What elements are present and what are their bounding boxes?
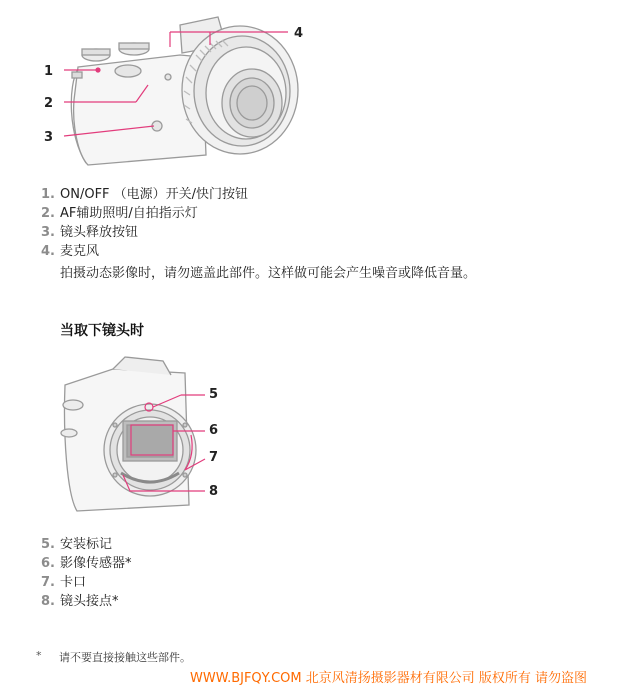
callout-8: 8 bbox=[209, 484, 219, 499]
list-item: 5. 安装标记 bbox=[41, 537, 113, 552]
list-item-text: 安装标记 bbox=[60, 537, 113, 552]
list-item: 4. 麦克风 bbox=[41, 244, 100, 259]
callout-6: 6 bbox=[209, 423, 219, 438]
list-item-text: AF辅助照明/自拍指示灯 bbox=[60, 206, 198, 221]
camera-mount-illustration bbox=[55, 355, 235, 515]
callout-7: 7 bbox=[209, 450, 219, 465]
list-item: 3. 镜头释放按钮 bbox=[41, 225, 139, 240]
callout-5: 5 bbox=[209, 387, 219, 402]
footnote-mark: * bbox=[36, 649, 42, 662]
parts-list-front bbox=[41, 185, 248, 261]
list-item: 7. 卡口 bbox=[41, 575, 87, 590]
callout-3: 3 bbox=[44, 130, 54, 145]
parts-list-mount bbox=[41, 535, 132, 611]
list-item-text: 镜头释放按钮 bbox=[60, 225, 139, 240]
section-heading: 当取下镜头时 bbox=[60, 323, 144, 339]
callout-4: 4 bbox=[294, 26, 304, 41]
callout-2: 2 bbox=[44, 96, 54, 111]
watermark: WWW.BJFQY.COM 北京风清扬摄影器材有限公司 版权所有 请勿盗图 bbox=[190, 671, 588, 686]
list-item-text: ON/OFF （电源）开关/快门按钮 bbox=[60, 187, 249, 202]
list-item: 1. ON/OFF （电源）开关/快门按钮 bbox=[41, 187, 249, 202]
camera-front-illustration bbox=[30, 5, 320, 175]
list-item-text: 镜头接点* bbox=[60, 594, 119, 609]
list-item: 8. 镜头接点* bbox=[41, 594, 119, 609]
list-item-text: 麦克风 bbox=[60, 244, 100, 259]
footnote-text: 请不要直接接触这些部件。 bbox=[59, 651, 191, 664]
list-item-text: 卡口 bbox=[60, 575, 87, 590]
list-item-text: 影像传感器* bbox=[60, 556, 132, 571]
list-item: 2. AF辅助照明/自拍指示灯 bbox=[41, 206, 198, 221]
callout-1: 1 bbox=[44, 64, 54, 79]
microphone-note: 拍摄动态影像时，请勿遮盖此部件。这样做可能会产生噪音或降低音量。 bbox=[60, 266, 477, 281]
list-item: 6. 影像传感器* bbox=[41, 556, 132, 571]
